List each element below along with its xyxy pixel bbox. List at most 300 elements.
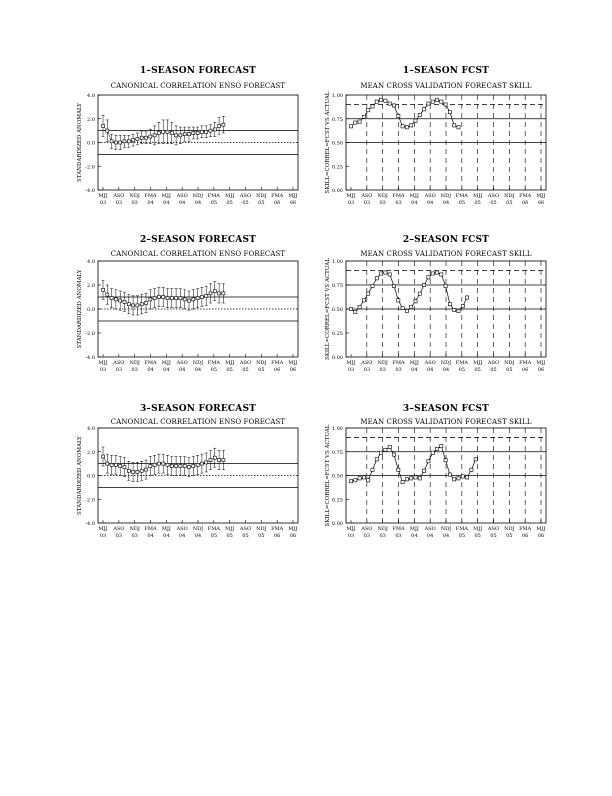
- x-tick-label-year: 06: [289, 200, 297, 206]
- anomaly-point: [102, 124, 105, 127]
- skill-point: [427, 460, 430, 463]
- y-tick-label: 0.50: [331, 307, 343, 313]
- x-tick-label-year: 03: [115, 533, 123, 539]
- anomaly-point: [175, 297, 178, 300]
- anomaly-point: [123, 300, 126, 303]
- anomaly-point: [119, 141, 122, 144]
- x-tick-label-year: 06: [273, 533, 281, 539]
- chart-title: 3–SEASON FCST: [402, 404, 490, 414]
- skill-point: [410, 305, 413, 308]
- x-tick-label-season: MJJ: [98, 526, 108, 532]
- x-tick-label-season: NDJ: [440, 526, 452, 532]
- skill-point: [358, 305, 361, 308]
- x-tick-label-year: 06: [537, 200, 545, 206]
- skill-point: [444, 459, 447, 462]
- x-tick-label-season: MJJ: [225, 526, 235, 532]
- x-tick-label-season: ASO: [424, 526, 436, 532]
- anomaly-point: [196, 297, 199, 300]
- anomaly-point: [145, 468, 148, 471]
- x-tick-label-year: 03: [363, 367, 371, 373]
- x-tick-label-year: 03: [379, 533, 386, 539]
- x-tick-label-year: 03: [363, 200, 371, 206]
- x-tick-label-year: 06: [537, 533, 545, 539]
- y-axis-label: STANDARDIZED ANOMALY: [77, 436, 83, 515]
- y-tick-label: 2.0: [87, 116, 95, 123]
- chart-title: 2–SEASON FCST: [402, 235, 490, 245]
- anomaly-point: [114, 298, 117, 301]
- x-tick-label-year: 04: [426, 367, 434, 373]
- anomaly-point: [162, 462, 165, 465]
- skill-point: [388, 102, 391, 105]
- x-tick-label-year: 03: [115, 367, 123, 373]
- x-tick-label-season: FMA: [207, 360, 220, 366]
- x-tick-label-season: NDJ: [377, 526, 388, 532]
- y-tick-label: 0.0: [87, 307, 95, 313]
- anomaly-point: [157, 296, 160, 299]
- y-tick-label: 0.00: [331, 521, 343, 527]
- x-tick-label-season: NDJ: [256, 193, 267, 199]
- anomaly-point: [200, 462, 203, 465]
- y-tick-label: 4.0: [87, 259, 95, 265]
- skill-point: [435, 98, 438, 101]
- x-tick-label-season: MJJ: [225, 360, 235, 366]
- x-tick-label-season: MJJ: [346, 193, 356, 199]
- x-tick-label-season: NDJ: [440, 193, 452, 199]
- anomaly-point: [136, 304, 139, 307]
- x-tick-label-season: NDJ: [377, 360, 388, 366]
- skill-point: [414, 119, 417, 122]
- x-tick-label-year: 05: [474, 200, 481, 206]
- skill-point: [392, 453, 395, 456]
- x-tick-label-season: MJJ: [346, 360, 356, 366]
- x-tick-label-year: 05: [506, 533, 513, 539]
- skill-point: [444, 103, 447, 106]
- y-tick-label: -2.0: [85, 164, 95, 171]
- skill-point: [448, 303, 451, 306]
- anomaly-point: [106, 129, 109, 132]
- anomaly-point: [127, 469, 130, 472]
- anomaly-point: [166, 463, 169, 466]
- anomaly-point: [179, 297, 182, 300]
- skill-point: [440, 444, 443, 447]
- y-tick-label: 2.0: [87, 283, 95, 289]
- x-tick-label-year: 05: [490, 367, 497, 373]
- x-tick-label-year: 03: [379, 367, 386, 373]
- x-tick-label-season: FMA: [271, 193, 284, 199]
- anomaly-point: [110, 297, 113, 300]
- skill-point: [427, 102, 430, 105]
- anomaly-point: [166, 130, 169, 133]
- anomaly-point: [209, 292, 212, 295]
- x-tick-label-season: ASO: [239, 193, 252, 199]
- chart-panel-1: [77, 66, 298, 206]
- skill-point: [431, 100, 434, 103]
- x-tick-label-season: MJJ: [536, 526, 546, 532]
- x-tick-label-season: NDJ: [504, 526, 515, 532]
- skill-point: [375, 100, 378, 103]
- x-tick-label-year: 05: [242, 200, 249, 206]
- skill-point: [349, 125, 352, 128]
- anomaly-point: [149, 465, 152, 468]
- skill-point: [423, 108, 426, 111]
- x-tick-label-year: 05: [474, 367, 481, 373]
- x-tick-label-season: FMA: [392, 526, 405, 532]
- skill-point: [388, 273, 391, 276]
- x-tick-label-year: 05: [258, 533, 265, 539]
- x-tick-label-season: ASO: [487, 526, 500, 532]
- skill-point: [371, 105, 374, 108]
- skill-point: [448, 111, 451, 114]
- skill-point: [349, 307, 352, 310]
- x-tick-label-season: NDJ: [192, 526, 204, 532]
- skill-point: [401, 306, 404, 309]
- anomaly-point: [179, 465, 182, 468]
- skill-point: [397, 468, 400, 471]
- x-tick-label-season: NDJ: [129, 526, 140, 532]
- skill-point: [349, 480, 352, 483]
- anomaly-point: [102, 455, 105, 458]
- x-tick-label-year: 05: [242, 533, 249, 539]
- x-tick-label-year: 04: [194, 533, 202, 539]
- x-tick-label-season: MJJ: [536, 360, 546, 366]
- y-tick-label: 2.0: [87, 449, 95, 456]
- x-tick-label-season: FMA: [455, 360, 468, 366]
- x-tick-label-season: MJJ: [288, 193, 298, 199]
- x-tick-label-year: 06: [521, 200, 529, 206]
- x-tick-label-season: ASO: [424, 360, 436, 366]
- x-tick-label-year: 04: [163, 533, 170, 539]
- skill-point: [380, 451, 383, 454]
- chart-title: 2–SEASON FORECAST: [139, 235, 257, 245]
- anomaly-point: [153, 297, 156, 300]
- anomaly-point: [170, 297, 173, 300]
- chart-panel-5: [77, 404, 298, 539]
- x-tick-label-year: 04: [178, 200, 186, 206]
- skill-point: [453, 478, 456, 481]
- y-tick-label: -2.0: [85, 331, 95, 337]
- anomaly-point: [106, 462, 109, 465]
- chart-subtitle: CANONICAL CORRELATION ENSO FORECAST: [110, 250, 286, 258]
- x-tick-label-year: 06: [521, 367, 529, 373]
- anomaly-point: [200, 296, 203, 299]
- x-tick-label-season: MJJ: [161, 360, 171, 366]
- x-tick-label-year: 04: [178, 367, 186, 373]
- x-tick-label-season: FMA: [271, 360, 284, 366]
- x-tick-label-season: FMA: [392, 360, 405, 366]
- x-tick-label-year: 04: [442, 533, 450, 539]
- x-tick-label-season: ASO: [176, 193, 188, 199]
- anomaly-point: [114, 463, 117, 466]
- chart-title: 3–SEASON FORECAST: [139, 404, 257, 414]
- chart-title: 1–SEASON FCST: [402, 66, 490, 76]
- x-tick-label-season: ASO: [176, 360, 188, 366]
- skill-point: [418, 113, 421, 116]
- anomaly-point: [218, 459, 221, 462]
- skill-point: [418, 292, 421, 295]
- x-tick-label-season: MJJ: [98, 193, 108, 199]
- anomaly-point: [132, 470, 135, 473]
- x-tick-label-season: MJJ: [473, 193, 483, 199]
- x-tick-label-year: 03: [99, 367, 107, 373]
- anomaly-point: [170, 132, 173, 135]
- x-tick-label-year: 05: [226, 533, 233, 539]
- x-tick-label-year: 04: [163, 200, 170, 206]
- y-axis-label: STANDARDIZED ANOMALY: [77, 269, 83, 349]
- x-tick-label-year: 05: [506, 200, 513, 206]
- anomaly-point: [162, 296, 165, 299]
- x-tick-label-year: 05: [474, 533, 481, 539]
- skill-point: [423, 283, 426, 286]
- x-tick-label-season: FMA: [207, 526, 220, 532]
- x-tick-label-year: 05: [506, 367, 513, 373]
- y-tick-label: 0.75: [331, 116, 343, 123]
- anomaly-point: [132, 304, 135, 307]
- skill-point: [466, 296, 469, 299]
- x-tick-label-season: MJJ: [536, 193, 546, 199]
- skill-point: [457, 309, 460, 312]
- x-tick-label-year: 05: [258, 367, 265, 373]
- anomaly-point: [205, 294, 208, 297]
- x-tick-label-season: ASO: [239, 526, 252, 532]
- skill-point: [410, 124, 413, 127]
- anomaly-point: [140, 303, 143, 306]
- skill-point: [461, 475, 464, 478]
- x-tick-label-season: NDJ: [256, 526, 267, 532]
- x-tick-label-year: 05: [210, 533, 218, 539]
- x-tick-label-season: FMA: [519, 193, 532, 199]
- anomaly-point: [119, 465, 122, 468]
- skill-point: [397, 114, 400, 117]
- x-tick-label-year: 04: [442, 367, 450, 373]
- anomaly-point: [192, 298, 195, 301]
- x-tick-label-year: 06: [289, 367, 297, 373]
- skill-point: [405, 126, 408, 129]
- skill-point: [466, 476, 469, 479]
- x-tick-label-season: FMA: [455, 193, 468, 199]
- skill-point: [440, 100, 443, 103]
- x-tick-label-year: 03: [131, 200, 138, 206]
- x-tick-label-season: FMA: [144, 360, 157, 366]
- skill-point: [405, 309, 408, 312]
- x-tick-label-season: FMA: [144, 193, 157, 199]
- x-tick-label-season: ASO: [361, 360, 373, 366]
- x-tick-label-season: MJJ: [473, 526, 483, 532]
- anomaly-point: [149, 298, 152, 301]
- skill-point: [431, 451, 434, 454]
- anomaly-point: [196, 132, 199, 135]
- anomaly-point: [179, 134, 182, 137]
- x-tick-label-year: 03: [99, 200, 107, 206]
- chart-panel-6: [325, 404, 546, 539]
- x-tick-label-season: NDJ: [504, 360, 515, 366]
- anomaly-point: [166, 297, 169, 300]
- x-tick-label-season: ASO: [239, 360, 252, 366]
- x-tick-label-year: 03: [347, 367, 355, 373]
- anomaly-point: [123, 140, 126, 143]
- anomaly-point: [175, 134, 178, 137]
- y-tick-label: 0.75: [331, 449, 343, 456]
- y-axis-label: SKILL=CORREL=FCST VS ACTUAL: [325, 424, 331, 527]
- anomaly-point: [209, 459, 212, 462]
- anomaly-point: [136, 470, 139, 473]
- x-tick-label-season: MJJ: [288, 360, 298, 366]
- x-tick-label-year: 05: [490, 533, 497, 539]
- y-tick-label: 0.00: [331, 355, 343, 361]
- y-tick-label: 4.0: [87, 426, 95, 432]
- anomaly-point: [110, 463, 113, 466]
- x-tick-label-year: 03: [379, 200, 386, 206]
- skill-point: [444, 284, 447, 287]
- x-tick-label-season: FMA: [455, 526, 468, 532]
- x-tick-label-year: 04: [147, 367, 154, 373]
- chart-panel-4: [325, 235, 546, 373]
- skill-point: [435, 447, 438, 450]
- anomaly-point: [218, 124, 221, 127]
- skill-point: [354, 310, 357, 313]
- x-tick-label-year: 06: [537, 367, 545, 373]
- skill-point: [457, 126, 460, 129]
- skill-point: [384, 271, 387, 274]
- anomaly-point: [102, 288, 105, 291]
- x-tick-label-year: 03: [363, 533, 371, 539]
- skill-point: [453, 124, 456, 127]
- skill-point: [461, 305, 464, 308]
- anomaly-point: [222, 459, 225, 462]
- x-tick-label-season: NDJ: [256, 360, 267, 366]
- anomaly-point: [192, 132, 195, 135]
- anomaly-point: [145, 302, 148, 305]
- x-tick-label-year: 05: [258, 200, 265, 206]
- x-tick-label-season: NDJ: [129, 193, 140, 199]
- skill-point: [371, 468, 374, 471]
- y-axis-label: SKILL=CORREL=FCST VS ACTUAL: [325, 258, 331, 360]
- skill-point: [414, 300, 417, 303]
- anomaly-point: [145, 136, 148, 139]
- anomaly-point: [175, 465, 178, 468]
- y-tick-label: -4.0: [85, 355, 95, 361]
- anomaly-point: [162, 130, 165, 133]
- anomaly-point: [170, 465, 173, 468]
- anomaly-point: [153, 463, 156, 466]
- anomaly-point: [123, 466, 126, 469]
- y-tick-label: -4.0: [85, 521, 95, 527]
- y-tick-label: 4.0: [87, 93, 95, 99]
- x-tick-label-season: NDJ: [192, 193, 204, 199]
- x-tick-label-season: FMA: [207, 193, 220, 199]
- x-tick-label-season: ASO: [361, 526, 373, 532]
- chart-panel-2: [325, 66, 546, 206]
- x-tick-label-year: 06: [273, 367, 281, 373]
- x-tick-label-year: 03: [131, 367, 138, 373]
- x-tick-label-year: 04: [426, 533, 434, 539]
- x-tick-label-year: 04: [426, 200, 434, 206]
- y-tick-label: 1.00: [331, 259, 343, 265]
- skill-point: [392, 284, 395, 287]
- anomaly-point: [183, 133, 186, 136]
- y-tick-label: 0.00: [331, 188, 343, 194]
- x-tick-label-year: 03: [395, 367, 402, 373]
- x-tick-label-season: NDJ: [504, 193, 515, 199]
- anomaly-point: [213, 290, 216, 293]
- x-tick-label-year: 03: [395, 200, 402, 206]
- skill-point: [388, 445, 391, 448]
- skill-point: [367, 479, 370, 482]
- skill-point: [367, 109, 370, 112]
- x-tick-label-season: ASO: [487, 360, 500, 366]
- anomaly-point: [188, 299, 191, 302]
- x-tick-label-year: 04: [178, 533, 186, 539]
- skill-point: [354, 121, 357, 124]
- x-tick-label-season: NDJ: [440, 360, 452, 366]
- x-tick-label-season: NDJ: [192, 360, 204, 366]
- y-tick-label: 0.0: [87, 473, 95, 480]
- x-tick-label-season: MJJ: [161, 193, 171, 199]
- x-tick-label-season: MJJ: [98, 360, 108, 366]
- skill-point: [375, 277, 378, 280]
- anomaly-point: [157, 132, 160, 135]
- x-tick-label-year: 04: [411, 200, 418, 206]
- anomaly-point: [149, 135, 152, 138]
- y-axis-label: SKILL=CORREL=FCST VS ACTUAL: [325, 91, 331, 194]
- x-tick-label-season: ASO: [361, 193, 373, 199]
- x-tick-label-year: 05: [490, 200, 497, 206]
- anomaly-point: [127, 140, 130, 143]
- anomaly-point: [188, 133, 191, 136]
- skill-point: [414, 476, 417, 479]
- skill-point: [384, 448, 387, 451]
- x-tick-label-season: FMA: [519, 360, 532, 366]
- anomaly-point: [140, 136, 143, 139]
- anomaly-point: [153, 134, 156, 137]
- x-tick-label-year: 05: [210, 367, 218, 373]
- anomaly-point: [140, 469, 143, 472]
- x-tick-label-year: 04: [411, 367, 418, 373]
- anomaly-point: [110, 140, 113, 143]
- anomaly-point: [218, 292, 221, 295]
- skill-point: [358, 120, 361, 123]
- anomaly-point: [183, 298, 186, 301]
- x-tick-label-season: MJJ: [225, 193, 235, 199]
- x-tick-label-season: ASO: [113, 360, 125, 366]
- anomaly-point: [205, 130, 208, 133]
- anomaly-point: [183, 465, 186, 468]
- y-tick-label: -2.0: [85, 497, 95, 504]
- anomaly-point: [127, 303, 130, 306]
- x-tick-label-year: 04: [194, 367, 202, 373]
- anomaly-point: [106, 293, 109, 296]
- anomaly-point: [205, 461, 208, 464]
- chart-subtitle: CANONICAL CORRELATION ENSO FORECAST: [110, 418, 286, 426]
- chart-subtitle: MEAN CROSS VALIDATION FORECAST SKILL: [360, 250, 532, 258]
- x-tick-label-year: 03: [131, 533, 138, 539]
- x-tick-label-season: MJJ: [409, 360, 419, 366]
- x-tick-label-season: NDJ: [129, 360, 140, 366]
- chart-subtitle: MEAN CROSS VALIDATION FORECAST SKILL: [360, 82, 532, 90]
- skill-point: [440, 273, 443, 276]
- x-tick-label-year: 06: [289, 533, 297, 539]
- anomaly-point: [200, 130, 203, 133]
- x-tick-label-year: 05: [226, 200, 233, 206]
- skill-point: [435, 271, 438, 274]
- chart-title: 1–SEASON FORECAST: [139, 66, 257, 76]
- x-tick-label-season: FMA: [392, 193, 405, 199]
- skill-point: [367, 292, 370, 295]
- anomaly-point: [119, 299, 122, 302]
- x-tick-label-year: 06: [273, 200, 281, 206]
- skill-point: [358, 477, 361, 480]
- x-tick-label-year: 06: [521, 533, 529, 539]
- x-tick-label-year: 05: [226, 367, 233, 373]
